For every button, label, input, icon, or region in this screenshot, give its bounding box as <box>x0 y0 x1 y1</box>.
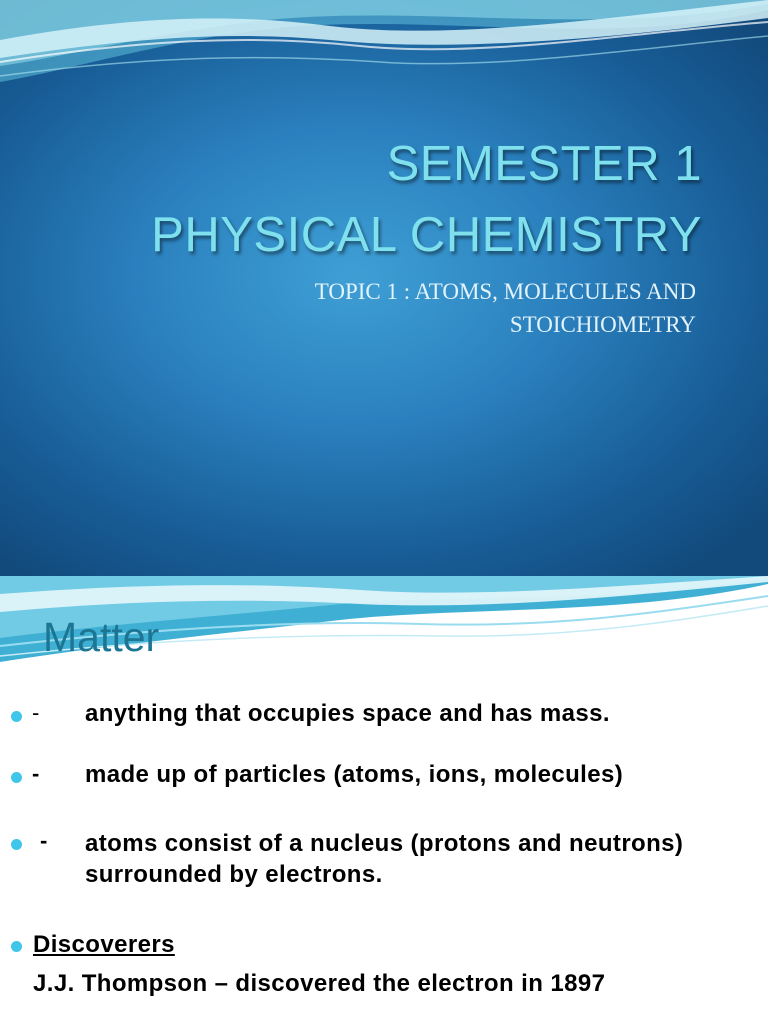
bullet-text-2: made up of particles (atoms, ions, molecules) <box>85 761 624 788</box>
bullet-dot-icon <box>11 941 22 952</box>
wave-decoration-top <box>0 0 768 110</box>
slide-heading: Matter <box>43 614 160 660</box>
bullet-text-3: atoms consist of a nucleus (protons and neutrons) surrounded by electrons. <box>85 830 684 888</box>
bullet-dot-icon <box>11 711 22 722</box>
discoverer-text: J.J. Thompson – discovered the electron in 1897 <box>33 970 606 997</box>
slide-title-line-2: PHYSICAL CHEMISTRY <box>151 208 702 262</box>
bullet-dash: - <box>40 828 48 853</box>
bullet-text-1: anything that occupies space and has mass. <box>85 700 610 727</box>
bullet-dot-icon <box>11 839 22 850</box>
bullet-dash: - <box>32 700 40 725</box>
bullet-dash: - <box>32 761 40 786</box>
bullet-dot-icon <box>11 772 22 783</box>
slide-subtitle-line-1: TOPIC 1 : ATOMS, MOLECULES AND <box>314 279 696 304</box>
discoverers-heading: Discoverers <box>33 931 175 958</box>
content-slide <box>0 576 768 1024</box>
slide-subtitle-line-2: STOICHIOMETRY <box>509 312 696 337</box>
slide-title-line-1: SEMESTER 1 <box>386 137 702 191</box>
